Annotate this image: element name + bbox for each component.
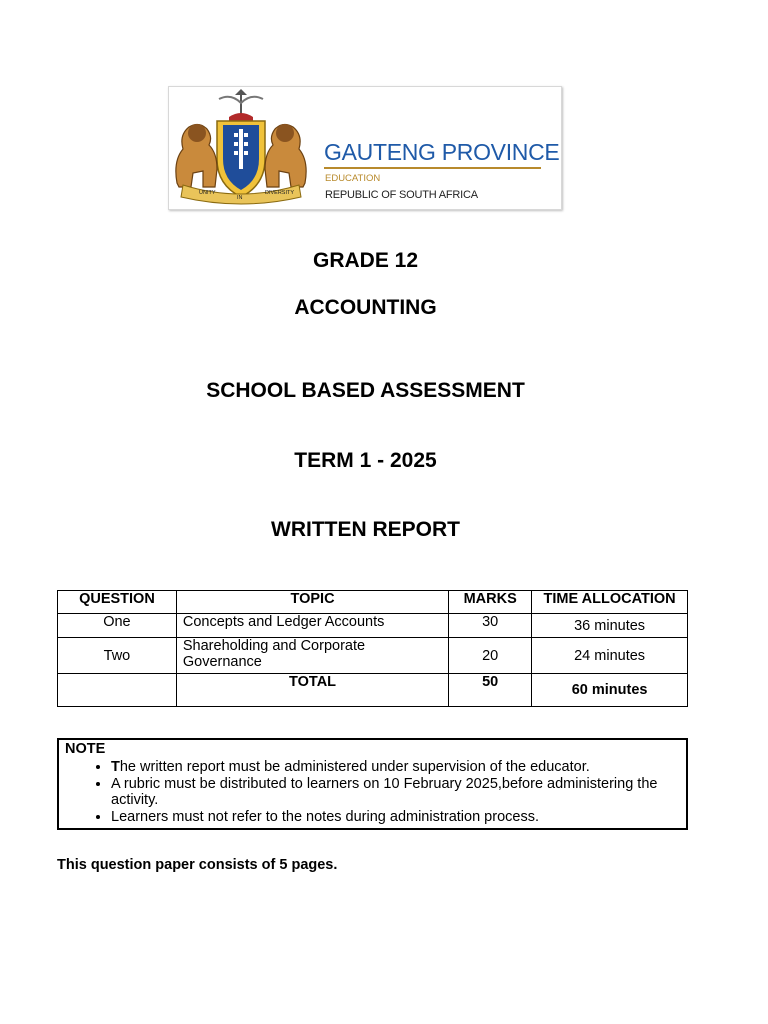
- page-count-note: This question paper consists of 5 pages.: [57, 857, 338, 873]
- subject-heading: ACCOUNTING: [294, 296, 437, 319]
- logo-title: GAUTENG PROVINCE: [324, 139, 560, 165]
- time-cell: 24 minutes: [532, 638, 688, 674]
- question-cell: Two: [58, 638, 177, 674]
- list-item: [111, 759, 671, 776]
- note-box: [57, 738, 688, 830]
- marks-table: [57, 590, 688, 707]
- total-time: 60 minutes: [532, 674, 688, 707]
- time-cell: 36 minutes: [532, 614, 688, 638]
- marks-cell: 30: [449, 614, 532, 638]
- svg-text:DIVERSITY: DIVERSITY: [265, 190, 295, 196]
- total-label: TOTAL: [176, 674, 448, 707]
- grade-heading: GRADE 12: [312, 249, 419, 272]
- assessment-heading: SCHOOL BASED ASSESSMENT: [206, 379, 525, 402]
- task-heading: WRITTEN REPORT: [271, 518, 460, 541]
- logo-country-label: REPUBLIC OF SOUTH AFRICA: [325, 189, 478, 201]
- topic-cell: Concepts and Ledger Accounts: [176, 614, 448, 638]
- logo-education-label: EDUCATION: [325, 173, 381, 184]
- header-marks: MARKS: [449, 591, 532, 614]
- marks-cell: 20: [449, 638, 532, 674]
- total-empty-cell: [58, 674, 177, 707]
- note-item1-first-letter: T: [111, 759, 120, 775]
- question-cell: One: [58, 614, 177, 638]
- svg-text:UNITY: UNITY: [199, 190, 216, 196]
- note-list: [59, 759, 671, 825]
- table-row: [58, 614, 688, 638]
- header-time: TIME ALLOCATION: [532, 591, 688, 614]
- table-header-row: [58, 591, 688, 614]
- note-title: NOTE: [65, 741, 106, 757]
- gauteng-logo: [168, 86, 562, 210]
- header-topic: TOPIC: [176, 591, 448, 614]
- header-question: QUESTION: [58, 591, 177, 614]
- table-row: [58, 638, 688, 674]
- term-heading: TERM 1 - 2025: [294, 449, 437, 472]
- list-item: • A rubric must be distributed to learners on 10 February 2025,before administering the activity.: [111, 776, 671, 809]
- logo-underline: [324, 167, 541, 169]
- svg-text:IN: IN: [237, 195, 243, 201]
- topic-cell: Shareholding and Corporate Governance: [176, 638, 448, 674]
- total-marks: 50: [449, 674, 532, 707]
- list-item: • Learners must not refer to the notes during administration process.: [111, 809, 671, 826]
- note-item1-text: he written report must be administered under supervision of the educator.: [119, 759, 590, 775]
- table-total-row: [58, 674, 688, 707]
